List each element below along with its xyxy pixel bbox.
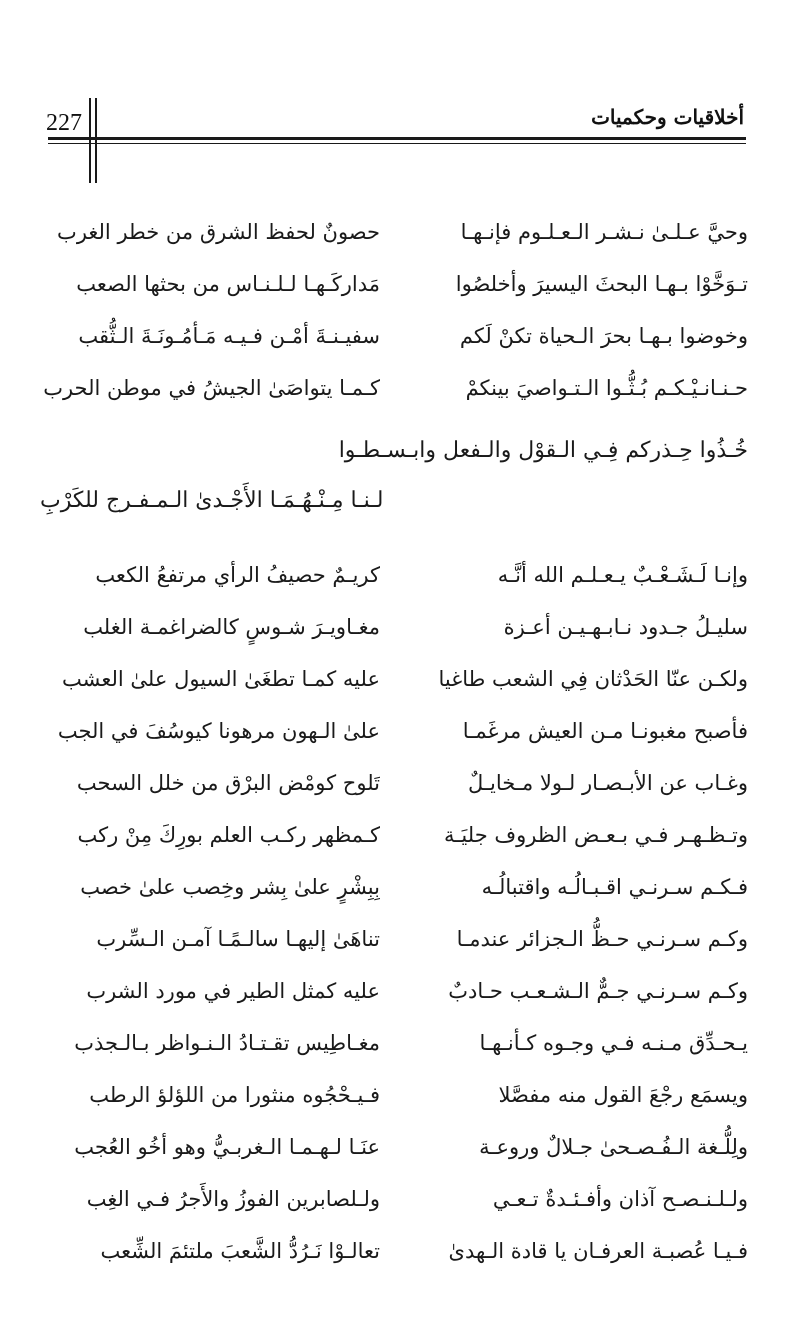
- second-hemistich: بِبِشْرٍ علىٰ بِشر وخِصب علىٰ خصب: [80, 875, 380, 899]
- second-hemistich: عنَـا لـهـمـا الـغربـيُّ وهو أخُو العُجب: [74, 1135, 380, 1159]
- verse-row: [40, 913, 748, 965]
- verse-row: [40, 1121, 748, 1173]
- second-hemistich: فـيـحْجُوه منثورا من اللؤلؤ الرطب: [89, 1083, 380, 1107]
- verse-row: [40, 1017, 748, 1069]
- first-hemistich: ويسمَع رجْعَ القول منه مفصَّلا: [498, 1083, 748, 1107]
- header-vertical-rule: [89, 98, 91, 183]
- second-hemistich: حصونٌ لحفظ الشرق من خطر الغرب: [57, 220, 380, 244]
- verse-row: [40, 861, 748, 913]
- verse-row: [40, 653, 748, 705]
- first-hemistich: سليـلُ جـدود نـابـهـيـن أعـزة: [503, 615, 748, 639]
- second-hemistich: كريـمٌ حصيفُ الرأي مرتفعُ الكعب: [95, 563, 380, 587]
- verse-row: [40, 601, 748, 653]
- first-hemistich: وخوضوا بـهـا بحرَ الـحياة تكنْ لَكم: [459, 324, 748, 348]
- second-hemistich: تناهَىٰ إليهـا سالـمًـا آمـن الـسِّرب: [96, 927, 380, 951]
- second-hemistich: مَداركَـهـا لـلـنـاس من بحثها الصعب: [76, 272, 380, 296]
- first-hemistich: ولِلُّـغة الـفُـصـحىٰ جـلالٌ وروعـة: [479, 1135, 748, 1159]
- second-hemistich: كـمظهر ركـب العلم بورِكَ مِنْ ركب: [77, 823, 380, 847]
- verse-row: [40, 705, 748, 757]
- second-hemistich: سفيـنـةَ أمْـن فـيـه مَـأمُـونَـةَ الـثُّقب: [78, 324, 380, 348]
- verse-row: [40, 258, 748, 310]
- verse-row: [40, 965, 748, 1017]
- second-hemistich: عليه كمثل الطير في مورد الشرب: [86, 979, 380, 1003]
- page-number: 227: [46, 110, 82, 136]
- first-hemistich: ولـلـنـصـح آذان وأفـئـدةٌ تـعـي: [492, 1187, 748, 1211]
- first-hemistich: فأصبح مغبونـا مـن العيش مرغَمـا: [462, 719, 748, 743]
- second-hemistich: كـمـا يتواصَىٰ الجيشُ في موطن الحرب: [43, 376, 380, 400]
- stanza-2: [40, 549, 748, 1277]
- second-hemistich: تَلوح كومْض البرْق من خلل السحب: [76, 771, 380, 795]
- first-hemistich: تـوَخَّوْا بـهـا البحثَ اليسيرَ وأخلصُوا: [455, 272, 748, 296]
- first-hemistich: فـكـم سـرنـي اقـبـالُـه واقتبالُـه: [481, 875, 748, 899]
- verse-row: [40, 206, 748, 258]
- verse-row: [40, 310, 748, 362]
- verse-row: [40, 549, 748, 601]
- header-vertical-rule: [95, 98, 97, 183]
- verse-row: [40, 1173, 748, 1225]
- second-hemistich: مغـاويـرَ شـوسٍ كالضراغمـة الغلب: [83, 615, 380, 639]
- first-hemistich: وتـظـهـر فـي بـعـض الظروف جليَـة: [444, 823, 748, 847]
- first-hemistich: وكـم سـرنـي حـظُّ الـجزائر عندمـا: [456, 927, 748, 951]
- second-hemistich: ولـلصابرين الفوزُ والأَجرُ فـي الغِب: [86, 1187, 380, 1211]
- verse-row: [40, 362, 748, 414]
- verse-row: [40, 757, 748, 809]
- first-hemistich: وإنـا لَـشَـعْـبٌ يـعـلـم الله أنَّـه: [497, 563, 748, 587]
- first-hemistich: فـيـا عُصبـة العرفـان يا قادة الـهدىٰ: [448, 1239, 748, 1263]
- couplet-line-2: لـنـا مِـنْـهُـمَـا الأَجْـدىٰ الـمـفـرج للكَرْبِ: [40, 488, 384, 513]
- second-hemistich: مغـاطِيس تقـتـادُ الـنـواظر بـالـجذب: [74, 1031, 380, 1055]
- stanza-1: [40, 206, 748, 414]
- first-hemistich: حـنـانـيْـكـم بُـثُّـوا الـتـواصيَ بينكمْ: [465, 376, 748, 400]
- couplet-line-1: خُـذُوا حِـذركم فِـي الـقوْل والـفعل وابـسـطـوا: [338, 438, 748, 463]
- second-hemistich: تعالـوْا نَـرُدُّ الشَّعبَ ملتئمَ الشِّعب: [100, 1239, 380, 1263]
- page-header: [0, 0, 788, 185]
- running-head: أخلاقيات وحكميات: [591, 105, 744, 129]
- first-hemistich: وغـاب عن الأبـصـار لـولا مـخايـلٌ: [467, 771, 748, 795]
- second-hemistich: عليه كمـا تطغَىٰ السيول علىٰ العشب: [62, 667, 380, 691]
- first-hemistich: يـحـدِّق مـنـه فـي وجـوه كـأنـهـا: [479, 1031, 748, 1055]
- header-rule-thin: [48, 143, 746, 144]
- verse-row: [40, 1069, 748, 1121]
- verse-row: [40, 1225, 748, 1277]
- first-hemistich: ولكـن عنّا الحَدْثان فِي الشعب طاغيا: [438, 667, 748, 691]
- first-hemistich: وكـم سـرنـي جـمٌّ الـشـعـب حـادبٌ: [448, 979, 748, 1003]
- first-hemistich: وحيَّ عـلـىٰ نـشـر الـعـلـوم فإنـهـا: [460, 220, 748, 244]
- header-rule-thick: [48, 137, 746, 140]
- second-hemistich: علىٰ الـهون مرهونا كيوسُفَ في الجب: [57, 719, 380, 743]
- verse-row: [40, 809, 748, 861]
